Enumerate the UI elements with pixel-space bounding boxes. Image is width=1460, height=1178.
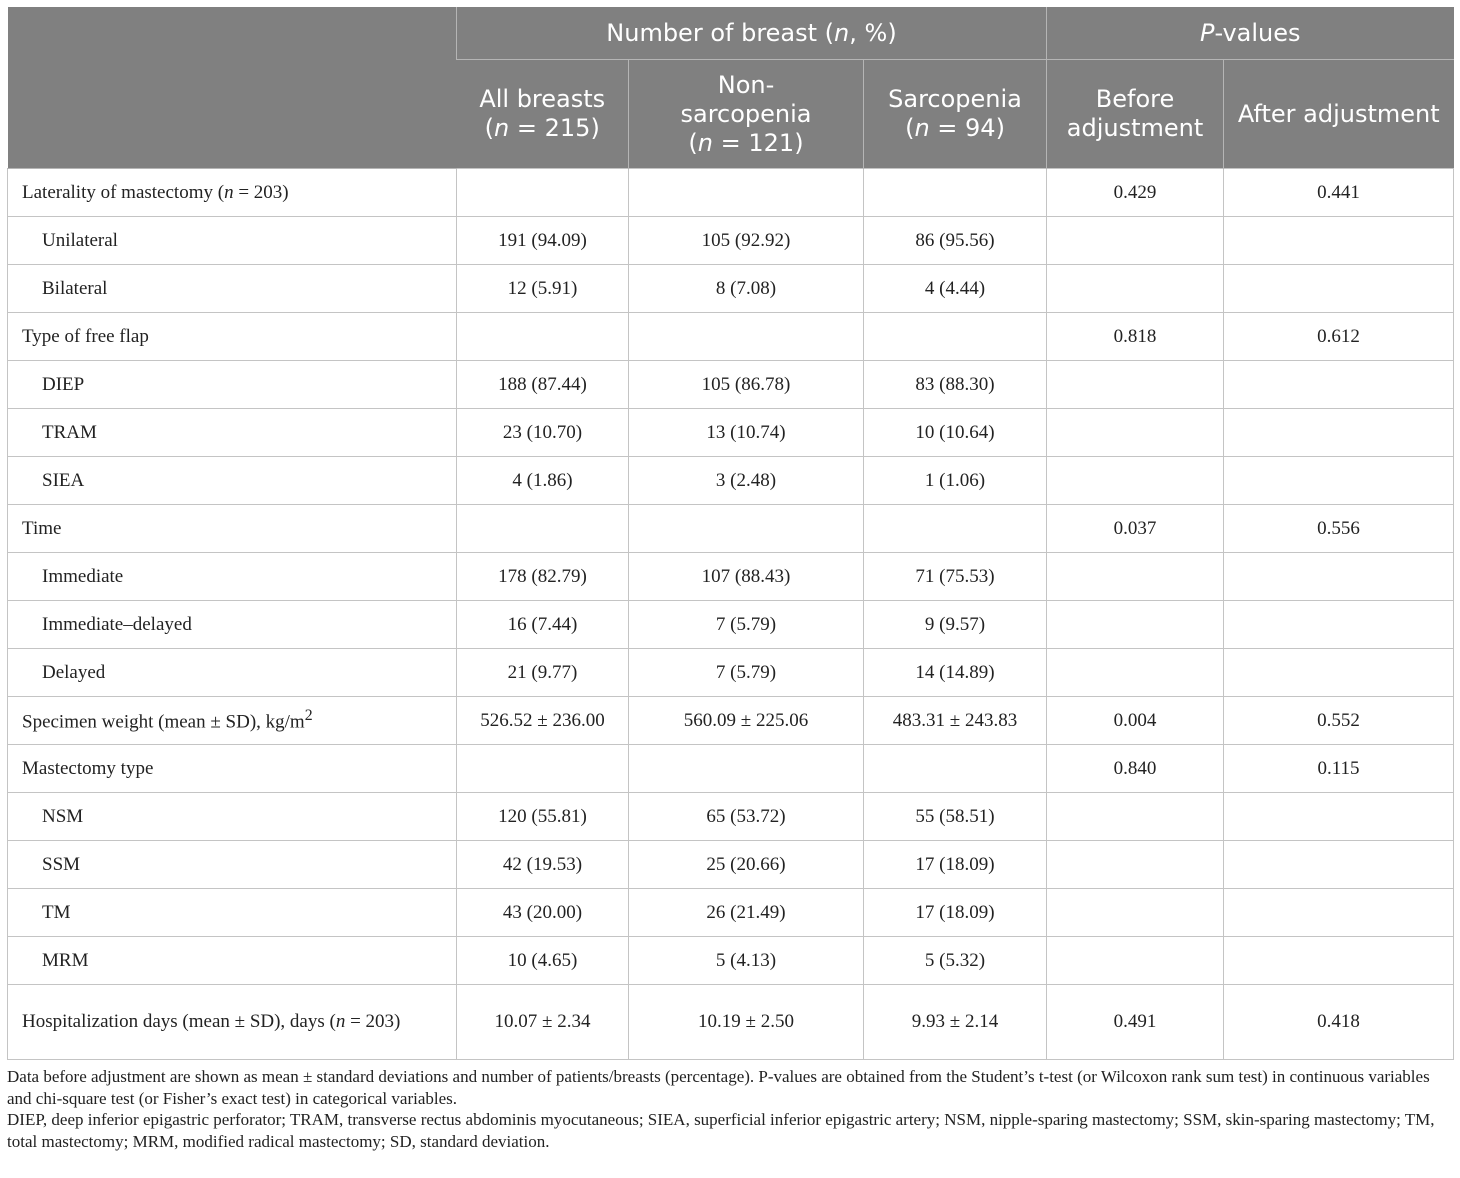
cell-all-breasts: 12 (5.91) (457, 265, 629, 313)
table-body (8, 169, 1454, 1060)
table-row (8, 793, 1454, 841)
cell-non-sarcopenia: 7 (5.79) (629, 649, 864, 697)
cell-non-sarcopenia: 3 (2.48) (629, 457, 864, 505)
cell-non-sarcopenia: 25 (20.66) (629, 841, 864, 889)
cell-p-after: 0.612 (1224, 313, 1454, 361)
table-footnotes (7, 1066, 1453, 1152)
cell-p-after (1224, 937, 1454, 985)
cell-all-breasts: 16 (7.44) (457, 601, 629, 649)
cell-all-breasts (457, 505, 629, 553)
cell-p-after (1224, 553, 1454, 601)
cell-sarcopenia: 55 (58.51) (864, 793, 1047, 841)
cell-p-before: 0.429 (1047, 169, 1224, 217)
row-label: SSM (8, 841, 457, 889)
table-row (8, 313, 1454, 361)
row-label: Laterality of mastectomy (n = 203) (8, 169, 457, 217)
cell-sarcopenia: 17 (18.09) (864, 889, 1047, 937)
cell-p-after: 0.418 (1224, 985, 1454, 1060)
cell-all-breasts: 42 (19.53) (457, 841, 629, 889)
cell-all-breasts: 120 (55.81) (457, 793, 629, 841)
cell-p-after (1224, 361, 1454, 409)
cell-p-after: 0.115 (1224, 745, 1454, 793)
table-row (8, 265, 1454, 313)
cell-non-sarcopenia (629, 505, 864, 553)
cell-sarcopenia: 71 (75.53) (864, 553, 1047, 601)
cell-p-after (1224, 889, 1454, 937)
row-label: Hospitalization days (mean ± SD), days (n = 203) (8, 985, 457, 1060)
row-label: DIEP (8, 361, 457, 409)
row-label: NSM (8, 793, 457, 841)
cell-p-before (1047, 649, 1224, 697)
row-label: MRM (8, 937, 457, 985)
cell-non-sarcopenia: 8 (7.08) (629, 265, 864, 313)
cell-p-before (1047, 601, 1224, 649)
cell-sarcopenia (864, 745, 1047, 793)
cell-p-after: 0.556 (1224, 505, 1454, 553)
table-row (8, 217, 1454, 265)
cell-non-sarcopenia (629, 169, 864, 217)
cell-all-breasts: 191 (94.09) (457, 217, 629, 265)
table-row (8, 985, 1454, 1060)
cell-sarcopenia: 483.31 ± 243.83 (864, 697, 1047, 745)
cell-all-breasts: 188 (87.44) (457, 361, 629, 409)
cell-non-sarcopenia: 7 (5.79) (629, 601, 864, 649)
cell-non-sarcopenia: 26 (21.49) (629, 889, 864, 937)
cell-sarcopenia: 9.93 ± 2.14 (864, 985, 1047, 1060)
cell-p-before (1047, 361, 1224, 409)
table-row (8, 457, 1454, 505)
cell-p-before (1047, 889, 1224, 937)
row-label: TM (8, 889, 457, 937)
cell-p-after: 0.441 (1224, 169, 1454, 217)
cell-sarcopenia (864, 169, 1047, 217)
col-header-after-adjustment: After adjustment (1224, 60, 1454, 169)
cell-p-after (1224, 409, 1454, 457)
cell-sarcopenia: 1 (1.06) (864, 457, 1047, 505)
cell-non-sarcopenia: 13 (10.74) (629, 409, 864, 457)
cell-p-after (1224, 793, 1454, 841)
cell-sarcopenia: 17 (18.09) (864, 841, 1047, 889)
cell-sarcopenia: 4 (4.44) (864, 265, 1047, 313)
cell-p-after (1224, 601, 1454, 649)
table-row (8, 697, 1454, 745)
cell-all-breasts: 23 (10.70) (457, 409, 629, 457)
table-row (8, 505, 1454, 553)
cell-p-after (1224, 217, 1454, 265)
cell-p-after (1224, 265, 1454, 313)
cell-p-before: 0.004 (1047, 697, 1224, 745)
header-group-number-of-breast: Number of breast (n, %) (457, 7, 1047, 60)
cell-p-before (1047, 553, 1224, 601)
cell-p-before (1047, 841, 1224, 889)
row-label: TRAM (8, 409, 457, 457)
cell-p-before (1047, 937, 1224, 985)
cell-p-after (1224, 841, 1454, 889)
cell-sarcopenia: 10 (10.64) (864, 409, 1047, 457)
col-header-non-sarcopenia: Non- sarcopenia (n = 121) (629, 60, 864, 169)
cell-p-before (1047, 217, 1224, 265)
cell-sarcopenia (864, 505, 1047, 553)
header-blank (8, 7, 457, 169)
cell-sarcopenia: 5 (5.32) (864, 937, 1047, 985)
row-label: SIEA (8, 457, 457, 505)
cell-p-before: 0.840 (1047, 745, 1224, 793)
row-label: Immediate (8, 553, 457, 601)
cell-all-breasts (457, 313, 629, 361)
cell-all-breasts: 526.52 ± 236.00 (457, 697, 629, 745)
col-header-all-breasts: All breasts (n = 215) (457, 60, 629, 169)
cell-all-breasts: 21 (9.77) (457, 649, 629, 697)
header-group-p-values: P-values (1047, 7, 1454, 60)
cell-non-sarcopenia: 5 (4.13) (629, 937, 864, 985)
table-row (8, 745, 1454, 793)
cell-p-before (1047, 793, 1224, 841)
cell-sarcopenia: 83 (88.30) (864, 361, 1047, 409)
cell-non-sarcopenia: 107 (88.43) (629, 553, 864, 601)
table-row (8, 409, 1454, 457)
table-row (8, 841, 1454, 889)
table-row (8, 601, 1454, 649)
cell-non-sarcopenia (629, 313, 864, 361)
cell-non-sarcopenia: 65 (53.72) (629, 793, 864, 841)
cell-sarcopenia: 86 (95.56) (864, 217, 1047, 265)
cell-p-before: 0.037 (1047, 505, 1224, 553)
cell-all-breasts: 10 (4.65) (457, 937, 629, 985)
row-label: Unilateral (8, 217, 457, 265)
table-container (7, 7, 1453, 1152)
cell-p-after: 0.552 (1224, 697, 1454, 745)
table-row (8, 361, 1454, 409)
table-row (8, 649, 1454, 697)
cell-all-breasts (457, 169, 629, 217)
footnote-abbreviations: DIEP, deep inferior epigastric perforator; TRAM, transverse rectus abdominis myocutaneous; SIEA, superficial inferior epigastric artery; NSM, nipple-sparing mastectomy; SSM, skin-sparing mastectomy; TM, total mastectomy; MRM, modified radical mastectomy; SD, standard deviation. (7, 1110, 1435, 1151)
cell-non-sarcopenia: 560.09 ± 225.06 (629, 697, 864, 745)
cell-p-before (1047, 457, 1224, 505)
cell-non-sarcopenia: 10.19 ± 2.50 (629, 985, 864, 1060)
cell-non-sarcopenia (629, 745, 864, 793)
row-label: Type of free flap (8, 313, 457, 361)
table-row (8, 553, 1454, 601)
cell-all-breasts (457, 745, 629, 793)
row-label: Delayed (8, 649, 457, 697)
cell-sarcopenia: 14 (14.89) (864, 649, 1047, 697)
row-label: Specimen weight (mean ± SD), $kg/m^2$ (8, 697, 457, 745)
cell-all-breasts: 10.07 ± 2.34 (457, 985, 629, 1060)
col-header-sarcopenia: Sarcopenia (n = 94) (864, 60, 1047, 169)
cell-p-after (1224, 649, 1454, 697)
footnote-methods: Data before adjustment are shown as mean ± standard deviations and number of patients/breasts (percentage). P-values are obtained from the Student’s t-test (or Wilcoxon rank sum test) in continuous variables and chi-square test (or Fisher’s exact test) in categorical variables. (7, 1067, 1430, 1108)
cell-non-sarcopenia: 105 (86.78) (629, 361, 864, 409)
cell-non-sarcopenia: 105 (92.92) (629, 217, 864, 265)
row-label: Mastectomy type (8, 745, 457, 793)
cell-p-before (1047, 265, 1224, 313)
cell-all-breasts: 4 (1.86) (457, 457, 629, 505)
cell-p-before: 0.491 (1047, 985, 1224, 1060)
results-table (7, 7, 1454, 1060)
cell-sarcopenia: 9 (9.57) (864, 601, 1047, 649)
row-label: Bilateral (8, 265, 457, 313)
cell-all-breasts: 43 (20.00) (457, 889, 629, 937)
cell-p-before: 0.818 (1047, 313, 1224, 361)
cell-all-breasts: 178 (82.79) (457, 553, 629, 601)
table-row (8, 937, 1454, 985)
table-row (8, 169, 1454, 217)
row-label: Immediate–delayed (8, 601, 457, 649)
cell-p-before (1047, 409, 1224, 457)
col-header-before-adjustment: Before adjustment (1047, 60, 1224, 169)
table-row (8, 889, 1454, 937)
row-label: Time (8, 505, 457, 553)
cell-p-after (1224, 457, 1454, 505)
cell-sarcopenia (864, 313, 1047, 361)
